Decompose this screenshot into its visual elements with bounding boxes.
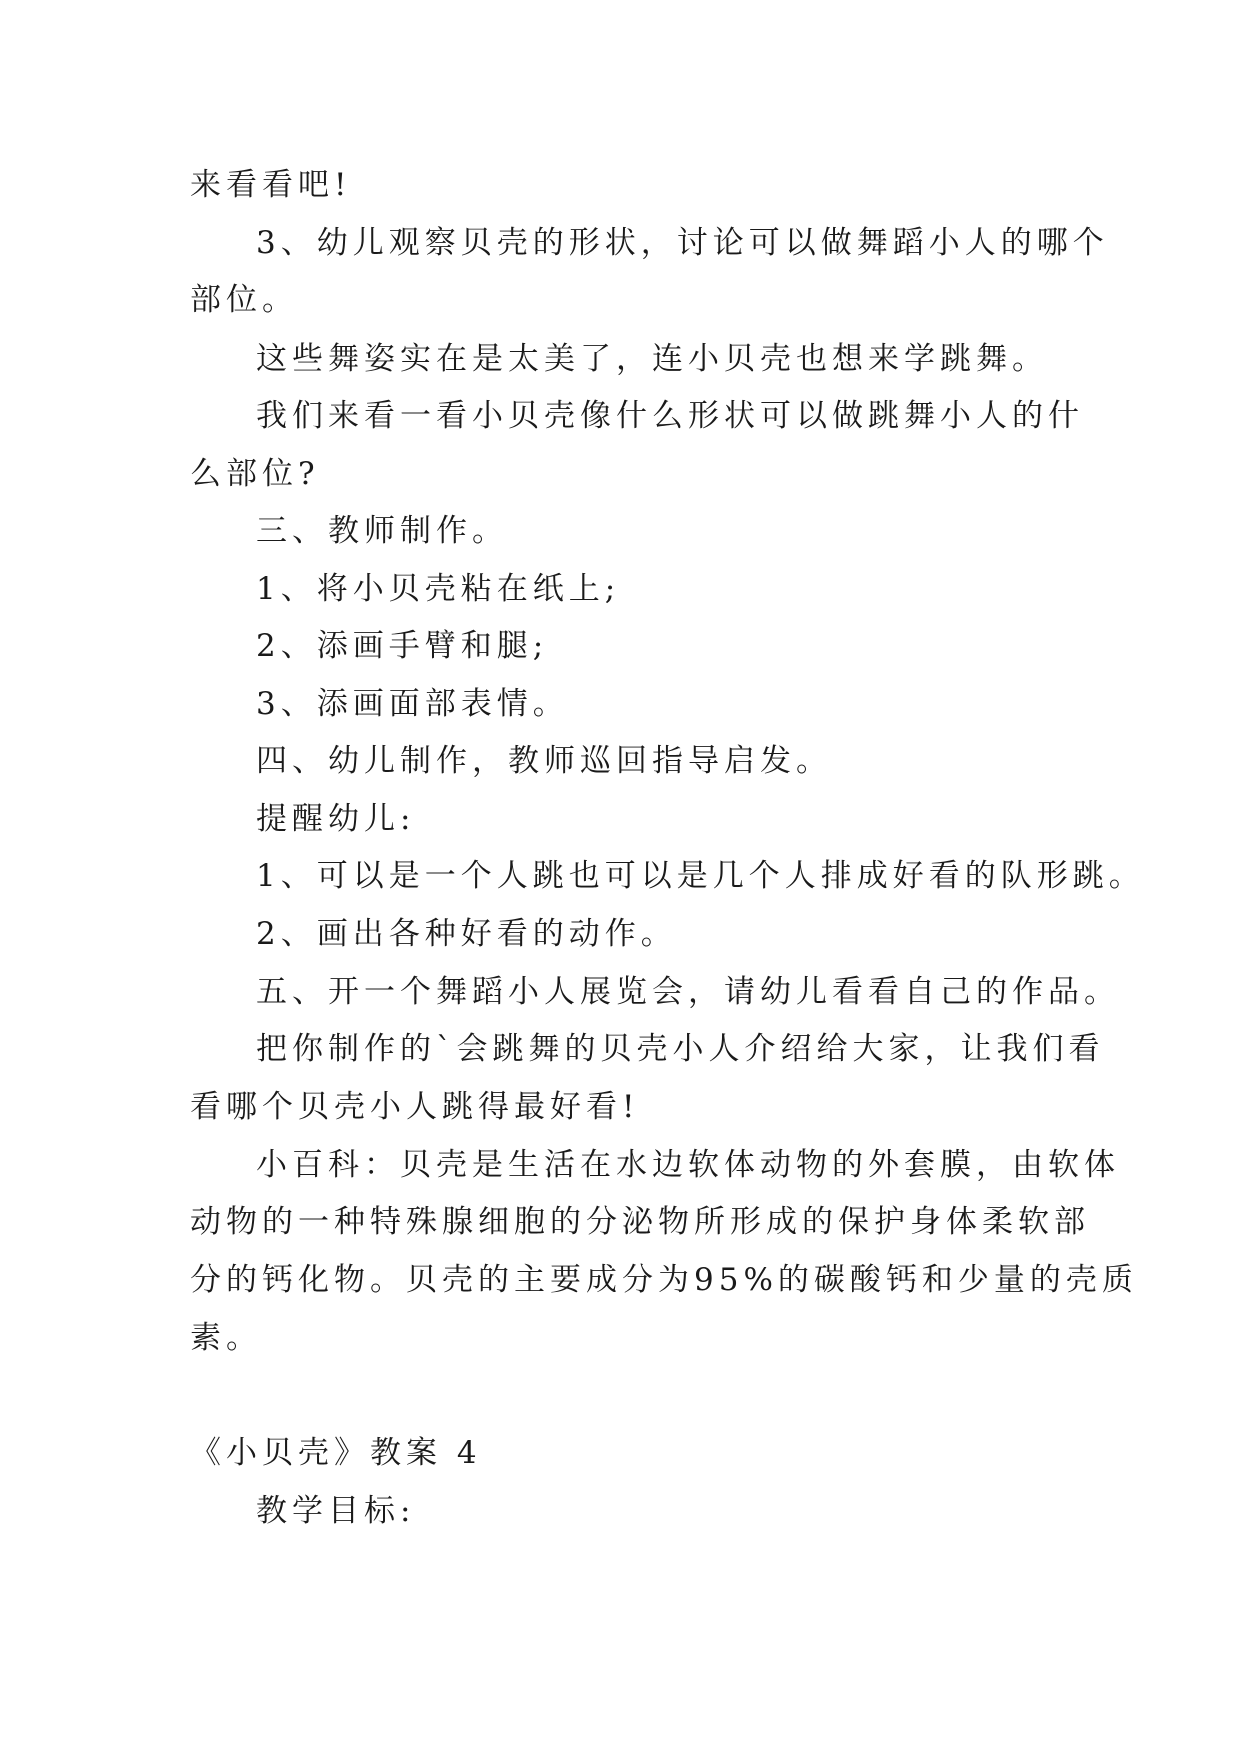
paragraph-line: 3、幼儿观察贝壳的形状，讨论可以做舞蹈小人的哪个 (256, 225, 1109, 261)
list-item: 3、添画面部表情。 (256, 686, 569, 722)
paragraph-line: 提醒幼儿: (256, 801, 416, 837)
paragraph-line: 素。 (190, 1320, 262, 1356)
list-item: 1、可以是一个人跳也可以是几个人排成好看的队形跳。 (256, 858, 1145, 894)
section-heading: 教学目标: (256, 1493, 416, 1529)
paragraph-line: 这些舞姿实在是太美了，连小贝壳也想来学跳舞。 (256, 341, 1048, 377)
list-item: 2、画出各种好看的动作。 (256, 916, 677, 952)
list-item: 1、将小贝壳粘在纸上; (256, 571, 621, 607)
paragraph-line: 动物的一种特殊腺细胞的分泌物所形成的保护身体柔软部 (190, 1204, 1090, 1240)
paragraph-line: 小百科：贝壳是生活在水边软体动物的外套膜，由软体 (256, 1147, 1120, 1183)
section-heading: 四、幼儿制作，教师巡回指导启发。 (256, 743, 832, 779)
paragraph-line: 把你制作的`会跳舞的贝壳小人介绍给大家，让我们看 (256, 1031, 1105, 1067)
paragraph-line: 分的钙化物。贝壳的主要成分为95%的碳酸钙和少量的壳质 (190, 1262, 1138, 1298)
paragraph-line: 我们来看一看小贝壳像什么形状可以做跳舞小人的什 (256, 398, 1084, 434)
section-heading: 五、开一个舞蹈小人展览会，请幼儿看看自己的作品。 (256, 974, 1120, 1010)
section-heading: 三、教师制作。 (256, 513, 508, 549)
paragraph-line: 看哪个贝壳小人跳得最好看! (190, 1089, 640, 1125)
paragraph-line: 么部位? (190, 456, 320, 492)
paragraph-line: 来看看吧! (190, 167, 352, 203)
list-item: 2、添画手臂和腿; (256, 628, 549, 664)
document-title: 《小贝壳》教案 4 (190, 1435, 482, 1471)
paragraph-line: 部位。 (190, 282, 298, 318)
